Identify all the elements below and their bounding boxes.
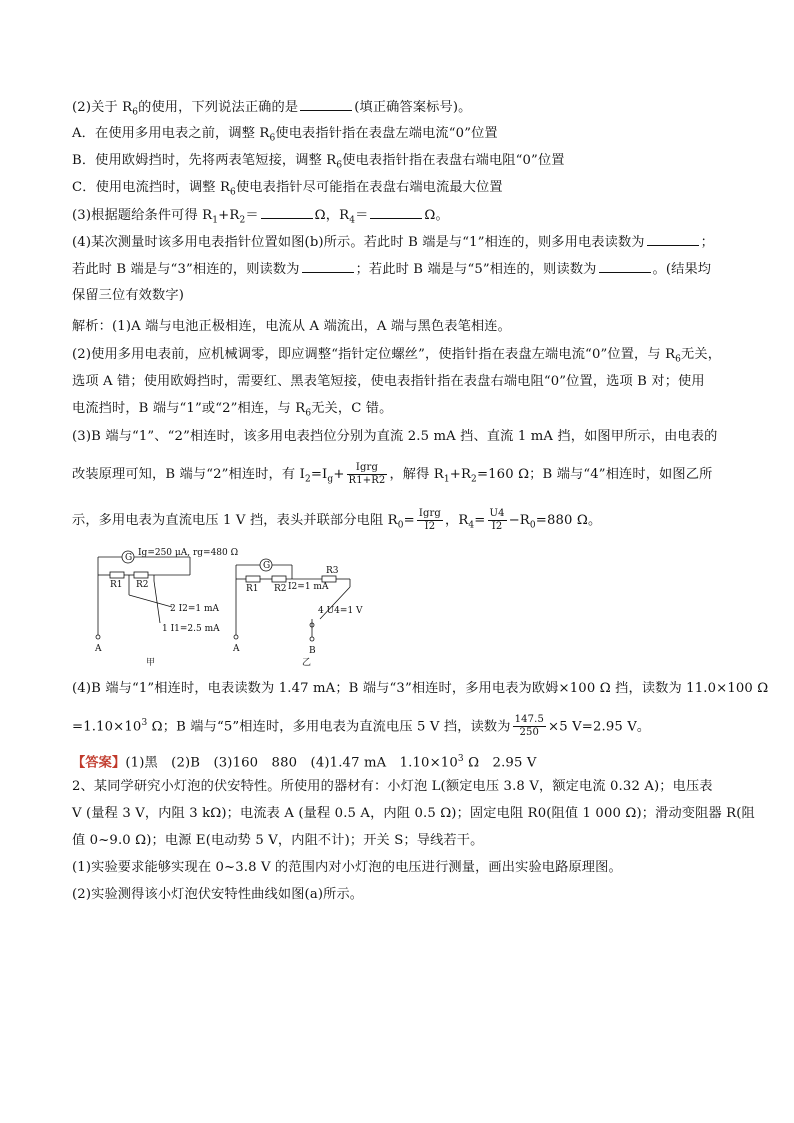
circuit-figure xyxy=(92,545,422,667)
circuit-yi-labels xyxy=(232,561,363,667)
subscript: 2 xyxy=(471,474,477,485)
denominator: 250 xyxy=(519,727,540,739)
text: −R xyxy=(508,513,530,528)
analysis-line-3 xyxy=(72,373,732,391)
question-2-intro-2 xyxy=(72,805,755,823)
i2-label: 2 I2=1 mA xyxy=(170,604,220,614)
u4-label: 4 U4=1 V xyxy=(318,606,363,616)
terminal-a xyxy=(96,635,100,639)
numerator: U4 xyxy=(489,508,505,519)
text: 无关， xyxy=(681,347,722,362)
ig-label: Ig=250 μA, rg=480 Ω xyxy=(138,548,239,558)
text: = xyxy=(474,513,486,528)
subscript: 6 xyxy=(269,133,276,144)
analysis-line-1 xyxy=(72,318,732,336)
denominator: R1+R2 xyxy=(348,475,386,486)
option-b xyxy=(72,152,732,175)
answer-blank xyxy=(302,260,354,273)
r1-label: R1 xyxy=(246,584,259,594)
g-label: G xyxy=(263,561,271,571)
caption-jia: 甲 xyxy=(146,658,156,667)
text: (2)实验测得该小灯泡伏安特性曲线如图(a)所示。 xyxy=(72,887,364,902)
text: +R xyxy=(449,467,472,482)
text: (2)使用多用电表前，应机械调零，即应调整“指针定位螺丝”，使指针指在表盘左端电流“0”位置，与 R xyxy=(72,347,676,362)
text: 示，多用电表为直流电压 1 V 挡，表头并联部分电阻 R xyxy=(72,513,398,528)
question-3-line xyxy=(72,206,732,230)
text: 值 0~9.0 Ω)；电源 E(电动势 5 V，内阻不计)；开关 S；导线若干。 xyxy=(72,833,484,848)
fraction xyxy=(513,714,546,739)
subscript: 2 xyxy=(304,474,311,485)
answer-blank xyxy=(300,98,352,111)
text: B．使用欧姆挡时，先将两表笔短接，调整 R xyxy=(72,153,337,168)
subscript: 1 xyxy=(443,474,450,485)
option-c xyxy=(72,179,732,202)
text: Ω 2.95 V xyxy=(463,755,537,771)
g-label: G xyxy=(125,553,133,563)
text: ，R xyxy=(444,513,469,528)
question-2-line xyxy=(72,98,732,122)
fraction xyxy=(488,508,507,533)
a-label: A xyxy=(95,644,102,654)
answer-blank xyxy=(599,260,651,273)
text: 使电表指针指在表盘左端电流“0”位置 xyxy=(275,126,498,141)
subscript: 0 xyxy=(397,520,404,531)
analysis-line-7 xyxy=(72,508,732,535)
numerator: Igrg xyxy=(347,462,388,475)
analysis-line-9 xyxy=(72,714,732,739)
fraction xyxy=(417,508,443,533)
subscript: 4 xyxy=(349,215,356,226)
text: (4)某次测量时该多用电表指针位置如图(b)所示。若此时 B 端是与“1”相连的，则多用电表读数为 xyxy=(72,235,645,250)
subscript: 6 xyxy=(675,354,682,365)
subscript: 6 xyxy=(230,187,236,198)
a-label: A xyxy=(233,644,240,654)
analysis-line-2 xyxy=(72,346,732,369)
subscript: 6 xyxy=(132,107,139,118)
resistor-r2 xyxy=(134,572,148,578)
text: (1)黑 (2)B (3)160 880 (4)1.47 mA 1.10×10 xyxy=(125,755,458,771)
text: ＝ xyxy=(355,208,369,223)
subscript: 0 xyxy=(529,520,536,531)
numerator: 147.5 xyxy=(514,714,544,726)
subscript: 6 xyxy=(305,408,312,419)
text: (4)B 端与“1”相连时，电表读数为 1.47 mA；B 端与“3”相连时，多用电表为欧姆×100 Ω 挡，读数为 11.0×100 Ω xyxy=(72,681,769,696)
text: V (量程 3 V，内阻 3 kΩ)；电流表 A (量程 0.5 A，内阻 0.5 Ω)；固定电阻 R0(阻值 1 000 Ω)；滑动变阻器 R(阻 xyxy=(72,806,755,821)
i1-label: 1 I1=2.5 mA xyxy=(162,624,220,634)
text: =160 Ω；B 端与“4”相连时，如图乙所 xyxy=(476,467,713,482)
text: 保留三位有效数字) xyxy=(72,288,184,303)
text: 使电表指针尽可能指在表盘右端电流最大位置 xyxy=(235,180,503,195)
r1-label: R1 xyxy=(110,580,123,590)
b-label: B xyxy=(309,646,316,656)
text: Ω；B 端与“5”相连时，多用电表为直流电压 5 V 挡，读数为 xyxy=(147,719,511,735)
subscript: 6 xyxy=(336,160,343,171)
text: (3)根据题给条件可得 R xyxy=(72,208,213,223)
text: 2、某同学研究小灯泡的伏安特性。所使用的器材有：小灯泡 L(额定电压 3.8 V，额定电流 0.32 A)；电压表 xyxy=(72,779,713,794)
question-4-line-3 xyxy=(72,287,732,305)
question-4-line-1 xyxy=(72,233,732,252)
analysis-line-6 xyxy=(72,462,732,489)
text: =I xyxy=(310,467,328,482)
analysis-line-4 xyxy=(72,400,732,423)
answer-blank xyxy=(261,206,313,219)
text: = xyxy=(403,513,415,528)
text: ×5 V=2.95 V。 xyxy=(548,719,651,735)
question-2-intro-3 xyxy=(72,832,732,850)
question-2-intro-1 xyxy=(72,778,732,796)
text: 无关，C 错。 xyxy=(311,401,393,416)
text: +R xyxy=(218,208,240,223)
text: 使电表指针指在表盘右端电阻“0”位置 xyxy=(342,153,565,168)
resistor-r1 xyxy=(110,572,124,578)
superscript: 3 xyxy=(457,754,464,764)
text: 改装原理可知，B 端与“2”相连时，有 I xyxy=(72,467,305,482)
circuit-jia-labels xyxy=(94,548,238,667)
text: 电流挡时，B 端与“1”或“2”相连，与 R xyxy=(72,401,306,416)
analysis-line-8 xyxy=(72,680,769,698)
text: C．使用电流挡时，调整 R xyxy=(72,180,231,195)
text: ，解得 R xyxy=(389,467,444,482)
answer-tag: 【答案】 xyxy=(72,755,126,771)
terminal-a xyxy=(234,635,238,639)
superscript: 3 xyxy=(141,718,148,728)
text: ； xyxy=(700,235,714,250)
answer-line xyxy=(72,750,732,772)
numerator: Igrg xyxy=(418,508,441,519)
resistor-r2 xyxy=(272,576,286,582)
text: (3)B 端与“1”、“2”相连时，该多用电表挡位分别为直流 2.5 mA 挡、直流 1 mA 挡，如图甲所示，由电表的 xyxy=(72,429,718,444)
analysis-line-5 xyxy=(72,428,732,446)
text: 的使用，下列说法正确的是 xyxy=(138,100,299,115)
text: ＝ xyxy=(245,208,259,223)
r2-label: R2 xyxy=(136,580,149,590)
terminal-b xyxy=(310,637,314,641)
text: =880 Ω。 xyxy=(535,513,602,528)
text: =1.10×10 xyxy=(72,719,142,735)
text: 解析：(1)A 端与电池正极相连，电流从 A 端流出，A 端与黑色表笔相连。 xyxy=(72,319,511,334)
caption-yi: 乙 xyxy=(302,658,312,667)
text: + xyxy=(333,467,345,482)
question-2-part-1 xyxy=(72,859,732,877)
resistor-r1 xyxy=(246,576,260,582)
answer-blank xyxy=(647,233,699,246)
text: (1)实验要求能够实现在 0~3.8 V 的范围内对小灯泡的电压进行测量，画出实验电路原理图。 xyxy=(72,860,622,875)
question-2-part-2 xyxy=(72,886,732,904)
i2-label: I2=1 mA xyxy=(288,582,329,592)
text: (填正确答案标号)。 xyxy=(354,100,472,115)
subscript: 1 xyxy=(212,215,219,226)
question-4-line-2 xyxy=(72,260,732,279)
text: A．在使用多用电表之前，调整 R xyxy=(72,126,270,141)
subscript: 4 xyxy=(468,520,475,531)
fraction xyxy=(347,462,388,487)
text: Ω，R xyxy=(314,208,350,223)
text: 。(结果均 xyxy=(652,262,712,277)
r2-label: R2 xyxy=(274,584,287,594)
subscript: 2 xyxy=(239,215,246,226)
text: (2)关于 R xyxy=(72,100,133,115)
text: 若此时 B 端是与“3”相连的，则读数为 xyxy=(72,262,300,277)
subscript: g xyxy=(327,474,334,485)
r3-label: R3 xyxy=(326,566,339,576)
answer-blank xyxy=(370,206,422,219)
denominator: I2 xyxy=(491,521,503,532)
text: Ω。 xyxy=(424,208,449,223)
denominator: I2 xyxy=(424,521,436,532)
text: 选项 A 错；使用欧姆挡时，需要红、黑表笔短接，使电表指针指在表盘右端电阻“0”位置，选项 B 对；使用 xyxy=(72,374,705,389)
text: ；若此时 B 端是与“5”相连的，则读数为 xyxy=(355,262,597,277)
option-a xyxy=(72,125,732,148)
